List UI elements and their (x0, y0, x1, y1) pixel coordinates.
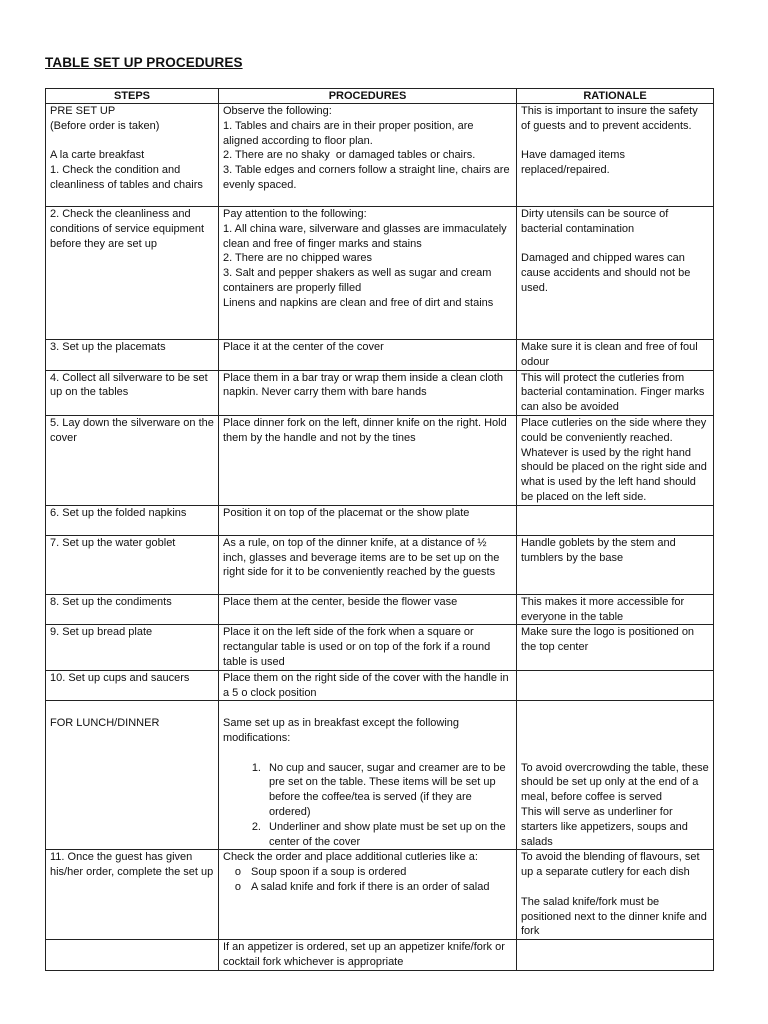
steps-cell (46, 207, 219, 340)
procedures-table (45, 88, 714, 971)
header-rationale: RATIONALE (517, 89, 714, 104)
numbered-list-item (223, 761, 512, 820)
procedures-cell (219, 625, 517, 670)
rationale-text: Have damaged items replaced/repaired. (521, 149, 629, 177)
table-row (46, 415, 714, 505)
bullet-list-item (223, 880, 512, 895)
table-row (46, 535, 714, 594)
rationale-text: Place cutleries on the side where they could be conveniently reached. Whatever is used by the right hand should be placed on the right side and what is used by the left hand should be placed on the left side. (521, 416, 710, 503)
rationale-text: Make sure the logo is positioned on the top center (521, 626, 698, 654)
step-text: A la carte breakfast (50, 149, 145, 162)
rationale-text: This will serve as underliner for starters like appetizers, soups and salads (521, 805, 691, 848)
blank-line (521, 716, 709, 731)
blank-line (223, 701, 512, 716)
blank-line (50, 134, 214, 149)
rationale-text: Handle goblets by the stem and tumblers by the base (521, 536, 679, 564)
procedure-text: Observe the following: (223, 105, 332, 117)
table-body (46, 104, 714, 971)
procedure-text: Place it on the left side of the fork when a square or rectangular table is used or on top of the fork if a round table is used (223, 626, 494, 668)
rationale-cell (517, 594, 714, 625)
procedures-cell (219, 370, 517, 415)
rationale-text: This will protect the cutleries from bacterial contamination. Finger marks can also be avoided (521, 371, 708, 414)
procedures-cell (219, 104, 517, 207)
procedures-cell (219, 207, 517, 340)
rationale-text: To avoid the blending of flavours, set up a separate cutlery for each dish (521, 851, 703, 879)
list-item-text: No cup and saucer, sugar and creamer are to be pre set on the table. These items will be set up before the coffee/tea is served (if they are ordered) (269, 761, 506, 818)
list-number: 1. (251, 761, 261, 774)
step-text: 3. Set up the placemats (50, 341, 166, 353)
procedure-text: Check the order and place additional cutleries like a: (223, 851, 478, 864)
blank-line (521, 134, 709, 149)
steps-cell (46, 340, 219, 371)
rationale-text: The salad knife/fork must be positioned next to the dinner knife and fork (521, 895, 710, 938)
bullet-marker: o (234, 866, 241, 879)
table-row (46, 207, 714, 340)
table-row (46, 370, 714, 415)
step-text: 5. Lay down the silverware on the cover (50, 416, 217, 444)
blank-line (521, 731, 709, 746)
rationale-text: Dirty utensils can be source of bacterial contamination (521, 208, 672, 235)
procedure-text: 1. All china ware, silverware and glasses are immaculately clean and free of finger marks and stains (223, 222, 510, 250)
rationale-cell (517, 701, 714, 850)
rationale-cell (517, 415, 714, 505)
table-row (46, 850, 714, 940)
procedure-text: 2. There are no shaky or damaged tables or chairs. (223, 149, 476, 162)
procedures-cell (219, 670, 517, 701)
steps-cell (46, 535, 219, 594)
bullet-list-item (223, 865, 512, 880)
steps-cell (46, 104, 219, 207)
table-row (46, 104, 714, 207)
rationale-text: Damaged and chipped wares can cause accidents and should not be used. (521, 252, 694, 294)
step-text: (Before order is taken) (50, 119, 160, 132)
rationale-cell (517, 505, 714, 535)
step-text: 6. Set up the folded napkins (50, 506, 187, 519)
rationale-cell (517, 104, 714, 207)
procedures-cell (219, 415, 517, 505)
rationale-text: This is important to insure the safety of guests and to prevent accidents. (521, 105, 701, 132)
rationale-cell (517, 535, 714, 594)
bullet-marker: o (234, 880, 241, 893)
step-text: PRE SET UP (50, 105, 116, 117)
step-text: 11. Once the guest has given his/her order, complete the set up (50, 851, 214, 879)
procedures-cell (219, 594, 517, 625)
steps-cell (46, 594, 219, 625)
steps-cell (46, 701, 219, 850)
rationale-text: To avoid overcrowding the table, these should be set up only at the end of a meal, before coffee is served (521, 761, 712, 804)
step-text: 4. Collect all silverware to be set up on the tables (50, 371, 211, 399)
step-text: 10. Set up cups and saucers (50, 671, 190, 684)
procedures-cell (219, 340, 517, 371)
procedure-text: 2. There are no chipped wares (223, 252, 372, 265)
procedures-cell (219, 701, 517, 850)
blank-line (223, 746, 512, 761)
table-row (46, 670, 714, 701)
blank-line (521, 237, 709, 252)
procedure-text: Place dinner fork on the left, dinner knife on the right. Hold them by the handle and not by the tines (223, 416, 510, 444)
steps-cell (46, 850, 219, 940)
rationale-text: Make sure it is clean and free of foul odour (521, 341, 701, 368)
steps-cell (46, 625, 219, 670)
steps-cell (46, 940, 219, 971)
step-text: FOR LUNCH/DINNER (50, 717, 160, 730)
rationale-cell (517, 340, 714, 371)
table-row (46, 505, 714, 535)
procedure-text: 3. Table edges and corners follow a straight line, chairs are evenly spaced. (223, 164, 513, 191)
document-title: TABLE SET UP PROCEDURES (45, 55, 243, 70)
table-row (46, 594, 714, 625)
step-text: 1. Check the condition and cleanliness of tables and chairs (50, 164, 203, 191)
rationale-cell (517, 670, 714, 701)
procedures-cell (219, 940, 517, 971)
rationale-text: This makes it more accessible for everyone in the table (521, 595, 688, 623)
table-row (46, 701, 714, 850)
rationale-cell (517, 850, 714, 940)
blank-line (521, 880, 709, 895)
step-text: 8. Set up the condiments (50, 595, 172, 608)
procedure-text: Place them on the right side of the cover with the handle in a 5 o clock position (223, 671, 512, 699)
procedure-text: Place it at the center of the cover (223, 341, 384, 353)
blank-line (50, 701, 214, 716)
rationale-cell (517, 940, 714, 971)
procedures-cell (219, 850, 517, 940)
list-item-text: Underliner and show plate must be set up on the center of the cover (269, 820, 506, 848)
procedures-cell (219, 505, 517, 535)
procedure-text: Linens and napkins are clean and free of dirt and stains (223, 296, 494, 309)
procedure-text: As a rule, on top of the dinner knife, at a distance of ½ inch, glasses and beverage items are to be set up on the right side for it to be conveniently reached by the guests (223, 536, 503, 579)
blank-line (521, 701, 709, 716)
steps-cell (46, 370, 219, 415)
rationale-cell (517, 370, 714, 415)
step-text: 2. Check the cleanliness and conditions of service equipment before they are set up (50, 208, 208, 250)
procedure-text: Place them in a bar tray or wrap them inside a clean cloth napkin. Never carry them with bare hands (223, 371, 507, 399)
procedure-text: 1. Tables and chairs are in their proper position, are aligned according to floor plan. (223, 119, 477, 147)
rationale-cell (517, 625, 714, 670)
table-header-row (46, 89, 714, 104)
procedure-text: 3. Salt and pepper shakers as well as sugar and cream containers are properly filled (223, 267, 495, 294)
procedure-text: If an appetizer is ordered, set up an appetizer knife/fork or cocktail fork whichever is appropriate (223, 941, 508, 968)
steps-cell (46, 670, 219, 701)
step-text: 7. Set up the water goblet (50, 536, 176, 549)
procedure-text: Same set up as in breakfast except the following modifications: (223, 717, 463, 744)
list-item-text: A salad knife and fork if there is an order of salad (251, 880, 490, 893)
step-text: 9. Set up bread plate (50, 626, 153, 639)
table-row (46, 340, 714, 371)
table-row (46, 625, 714, 670)
procedure-text: Place them at the center, beside the flower vase (223, 595, 458, 608)
blank-line (521, 746, 709, 761)
header-procedures: PROCEDURES (219, 89, 517, 104)
procedures-cell (219, 535, 517, 594)
table-row (46, 940, 714, 971)
steps-cell (46, 505, 219, 535)
rationale-cell (517, 207, 714, 340)
procedure-text: Position it on top of the placemat or the show plate (223, 506, 470, 519)
list-item-text: Soup spoon if a soup is ordered (251, 866, 407, 879)
steps-cell (46, 415, 219, 505)
procedure-text: Pay attention to the following: (223, 208, 367, 220)
numbered-list-item (223, 820, 512, 850)
header-steps: STEPS (46, 89, 219, 104)
list-number: 2. (251, 820, 261, 833)
